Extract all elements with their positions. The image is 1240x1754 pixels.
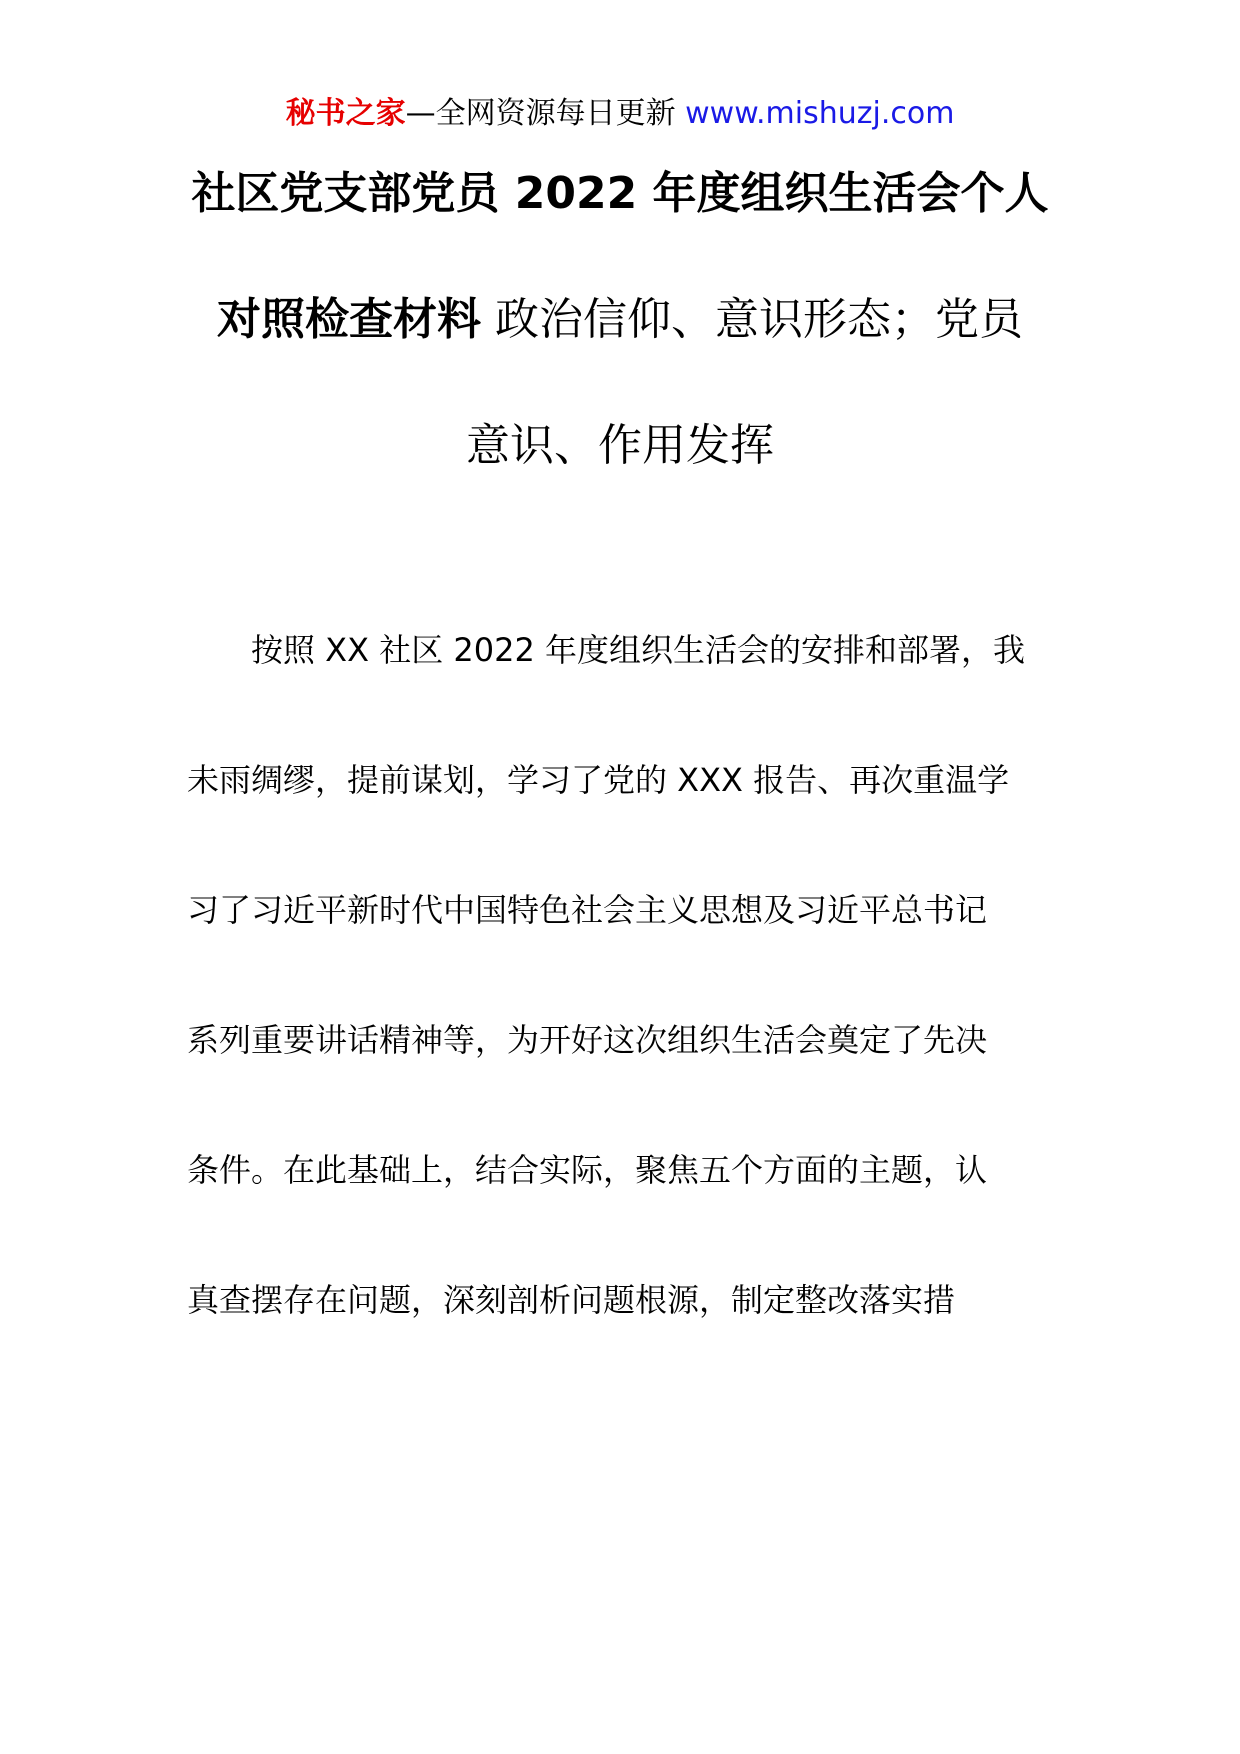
title-line-3: 意识、作用发挥	[466, 420, 774, 471]
site-link[interactable]: www.mishuzj.com	[685, 96, 955, 131]
title-line-2	[150, 284, 1090, 410]
body-line: 习了习近平新时代中国特色社会主义思想及习近平总书记	[187, 891, 988, 929]
body-line: 条件。在此基础上，结合实际，聚焦五个方面的主题，认	[187, 1151, 988, 1189]
title-line-1: 社区党支部党员 2022 年度组织生活会个人	[191, 168, 1049, 219]
document-body	[187, 620, 1053, 1400]
brand-name: 秘书之家	[285, 96, 406, 131]
body-line: 未雨绸缪，提前谋划，学习了党的 XXX 报告、再次重温学	[187, 761, 1010, 799]
body-line: 系列重要讲话精神等，为开好这次组织生活会奠定了先决	[187, 1021, 988, 1059]
body-line: 真查摆存在问题，深刻剖析问题根源，制定整改落实措	[187, 1281, 956, 1319]
body-line: 按照 XX 社区 2022 年度组织生活会的安排和部署，我	[251, 631, 1025, 669]
site-header	[0, 94, 1240, 134]
title-line-2-normal: 政治信仰、意识形态；党员	[481, 294, 1023, 345]
document-title	[150, 158, 1090, 536]
header-tagline: —全网资源每日更新	[405, 96, 686, 131]
title-line-2-bold: 对照检查材料	[217, 294, 481, 345]
